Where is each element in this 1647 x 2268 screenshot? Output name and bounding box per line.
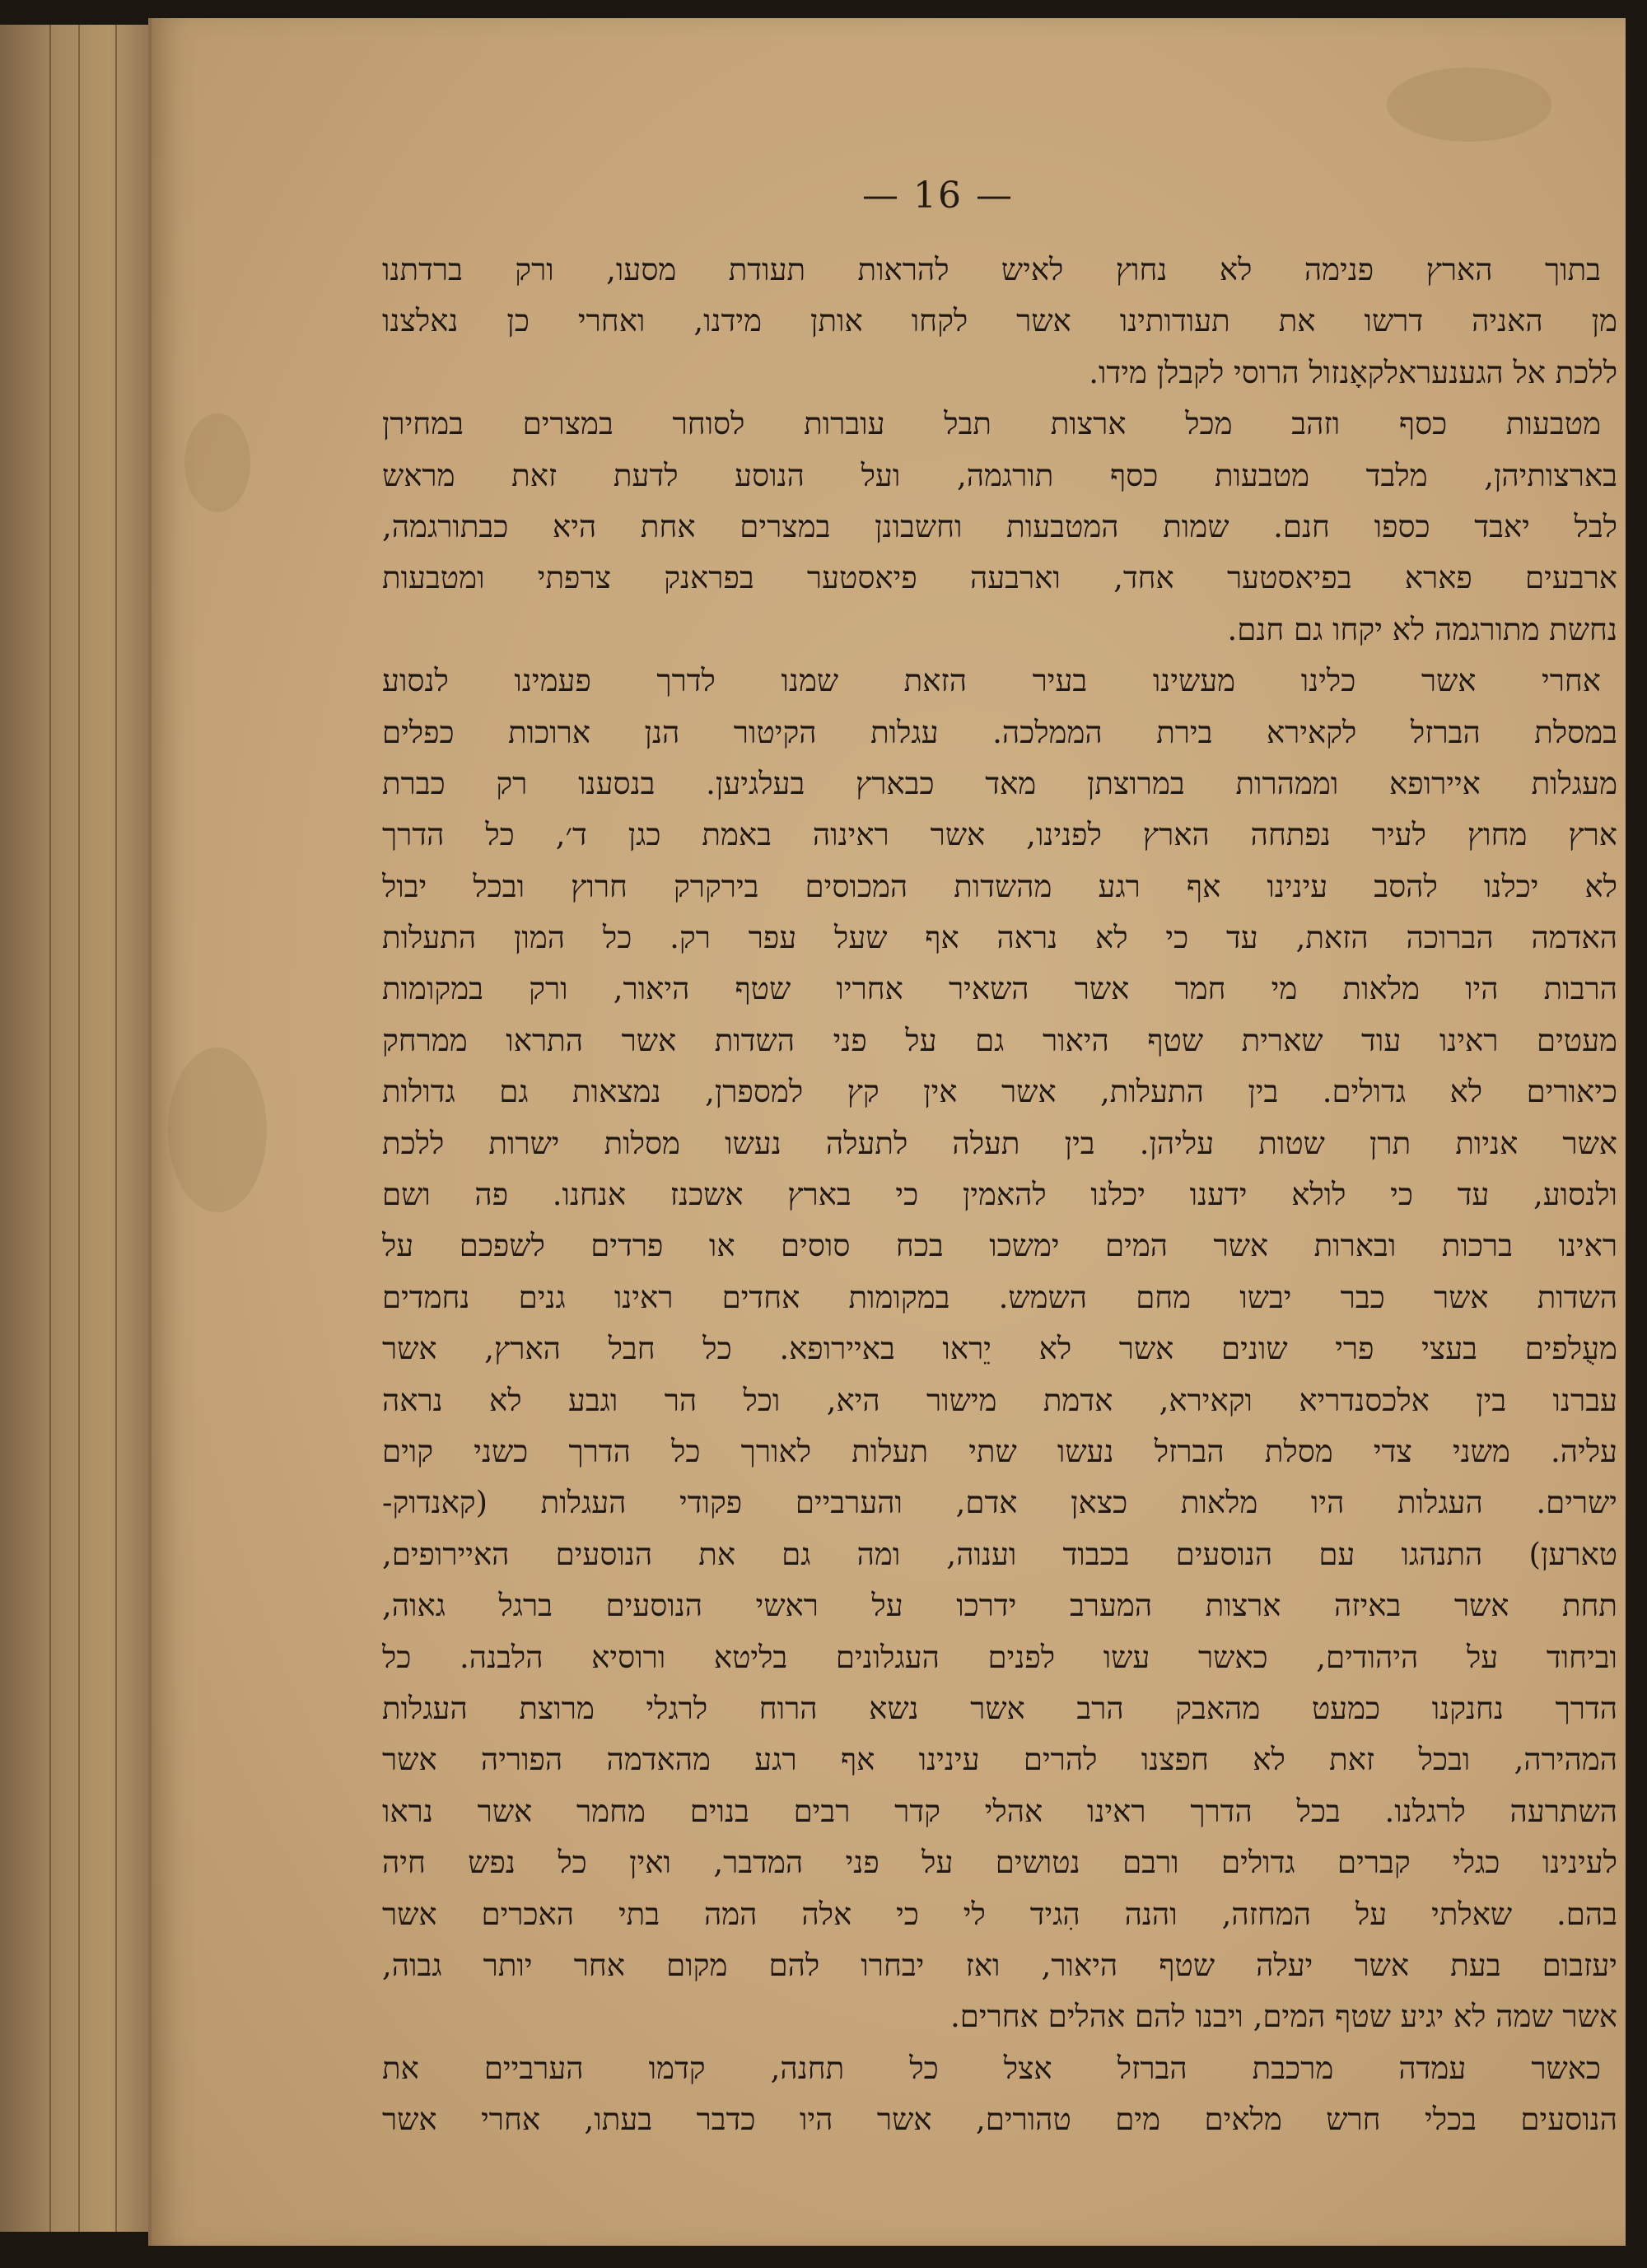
text-line: נחשת מתורגמה לא יקחו גם חנם. [1227, 611, 1617, 647]
text-line: ישרים. העגלות היו מלאות כצאן אדם, והערביים פקודי העגלות (קאנדוק- [382, 1485, 1617, 1521]
text-line: מעטים ראינו עוד שארית שטף היאור גם על פני השדות אשר התראו ממרחק [382, 1022, 1617, 1058]
text-line: במסלת הברזל לקאירא בירת הממלכה. עגלות הקיטור הנן ארוכות כפלים [382, 714, 1617, 750]
text-line: השדות אשר כבר יבשו מחם השמש. במקומות אחדים ראינו גנים נחמדים [382, 1279, 1617, 1315]
page-number: — 16 — [862, 175, 1014, 217]
text-line: מטבעות כסף וזהב מכל ארצות תבל עוברות לסוחר במצרים במחירן [382, 406, 1601, 442]
page-text [382, 245, 1617, 2145]
text-line: אחרי אשר כלינו מעשינו בעיר הזאת שמנו לדרך פעמינו לנסוע [382, 663, 1601, 699]
text-line: לא יכלנו להסב עינינו אף רגע מהשדות המכוסים בירקרק חרוץ ובכל יבול [382, 868, 1617, 904]
text-line: מן האניה דרשו את תעודותינו אשר לקחו אותן מידנו, ואחרי כן נאלצנו [382, 303, 1617, 339]
text-line: האדמה הברוכה הזאת, עד כי לא נראה אף שעל עפר רק. כל המון התעלות [382, 920, 1617, 956]
text-line: עליה. משני צדי מסלת הברזל נעשו שתי תעלות לאורך כל הדרך כשני קוים [382, 1433, 1617, 1469]
text-line: תחת אשר באיזה ארצות המערב ידרכו על ראשי הנוסעים ברגל גאוה, [382, 1588, 1617, 1624]
text-line: הרבות היו מלאות מי חמר אשר השאיר אחריו שטף היאור, ורק במקומות [382, 971, 1617, 1007]
text-line: בהם. שאלתי על המחזה, והנה הִגיד לי כי אלה המה בתי האכרים אשר [382, 1896, 1617, 1932]
text-line: לעינינו כגלי קברים גדולים ורבם נטושים על פני המדבר, ואין כל נפש חיה [382, 1845, 1617, 1881]
text-line: הדרך נחנקנו כמעט מהאבק הרב אשר נשא הרוח לרגלי מרוצת העגלות [382, 1690, 1617, 1726]
text-line: ולנסוע, עד כי לולא ידענו יכלנו להאמין כי בארץ אשכנז אנחנו. פה ושם [382, 1177, 1617, 1213]
text-line: כיאורים לא גדולים. בין התעלות, אשר אין קץ למספרן, נמצאות גם גדולות [382, 1074, 1617, 1110]
text-line: מעֻלפים בעצי פרי שונים אשר לא יֵראו באיירופא. כל חבל הארץ, אשר [382, 1331, 1617, 1367]
text-line: אשר שמה לא יגיע שטף המים, ויבנו להם אהלים אחרים. [950, 1999, 1617, 2035]
text-line: בתוך הארץ פנימה לא נחוץ לאיש להראות תעודת מסעו, ורק ברדתנו [382, 252, 1601, 287]
text-line: השתרעה לרגלנו. בכל הדרך ראינו אהלי קדר רבים בנוים מחמר אשר נראו [382, 1793, 1617, 1829]
previous-page-edge [0, 25, 159, 2232]
text-line: עברנו בין אלכסנדריא וקאירא, אדמת מישור היא, וכל הר וגבע לא נראה [382, 1382, 1617, 1418]
text-line: ללכת אל הגענעראלקאָנזול הרוסי לקבלן מידו. [1089, 354, 1617, 390]
text-line: ארץ מחוץ לעיר נפתחה הארץ לפנינו, אשר ראינוה באמת כגן ד׳, כל הדרך [382, 817, 1617, 853]
text-line: כאשר עמדה מרכבת הברזל אצל כל תחנה, קדמו הערביים את [382, 2050, 1601, 2086]
text-line: וביחוד על היהודים, כאשר עשו לפנים העגלונים בליטא ורוסיא הלבנה. כל [382, 1639, 1617, 1675]
text-line: אשר אניות תרן שטות עליהן. בין תעלה לתעלה נעשו מסלות ישרות ללכת [382, 1125, 1617, 1161]
text-line: ראינו ברכות ובארות אשר המים ימשכו בכח סוסים או פרדים לשפכם על [382, 1228, 1617, 1264]
text-line: הנוסעים בכלי חרש מלאים מים טהורים, אשר היו כדבר בעתו, אחרי אשר [382, 2102, 1617, 2138]
text-line: בארצותיהן, מלבד מטבעות כסף תורגמה, ועל הנוסע לדעת זאת מראש [382, 457, 1617, 493]
text-line: ארבעים פארא בפיאסטער אחד, וארבעה פיאסטער בפראנק צרפתי ומטבעות [382, 560, 1617, 596]
text-line: המהירה, ובכל זאת לא חפצנו להרים עינינו אף רגע מהאדמה הפוריה אשר [382, 1742, 1617, 1778]
text-line: טארען) התנהגו עם הנוסעים בכבוד וענוה, ומה גם את הנוסעים האיירופים, [382, 1536, 1617, 1572]
text-line: יעזבום בעת אשר יעלה שטף היאור, ואז יבחרו להם מקום אחר יותר גבוה, [382, 1947, 1617, 1983]
book-page [148, 18, 1626, 2246]
text-line: לבל יאבד כספו חנם. שמות המטבעות וחשבונן במצרים אחת היא כבתורגמה, [382, 508, 1617, 544]
text-line: מעגלות איירופא וממהרות במרוצתן מאד כבארץ בעלגיען. בנסענו רק כברת [382, 765, 1617, 801]
